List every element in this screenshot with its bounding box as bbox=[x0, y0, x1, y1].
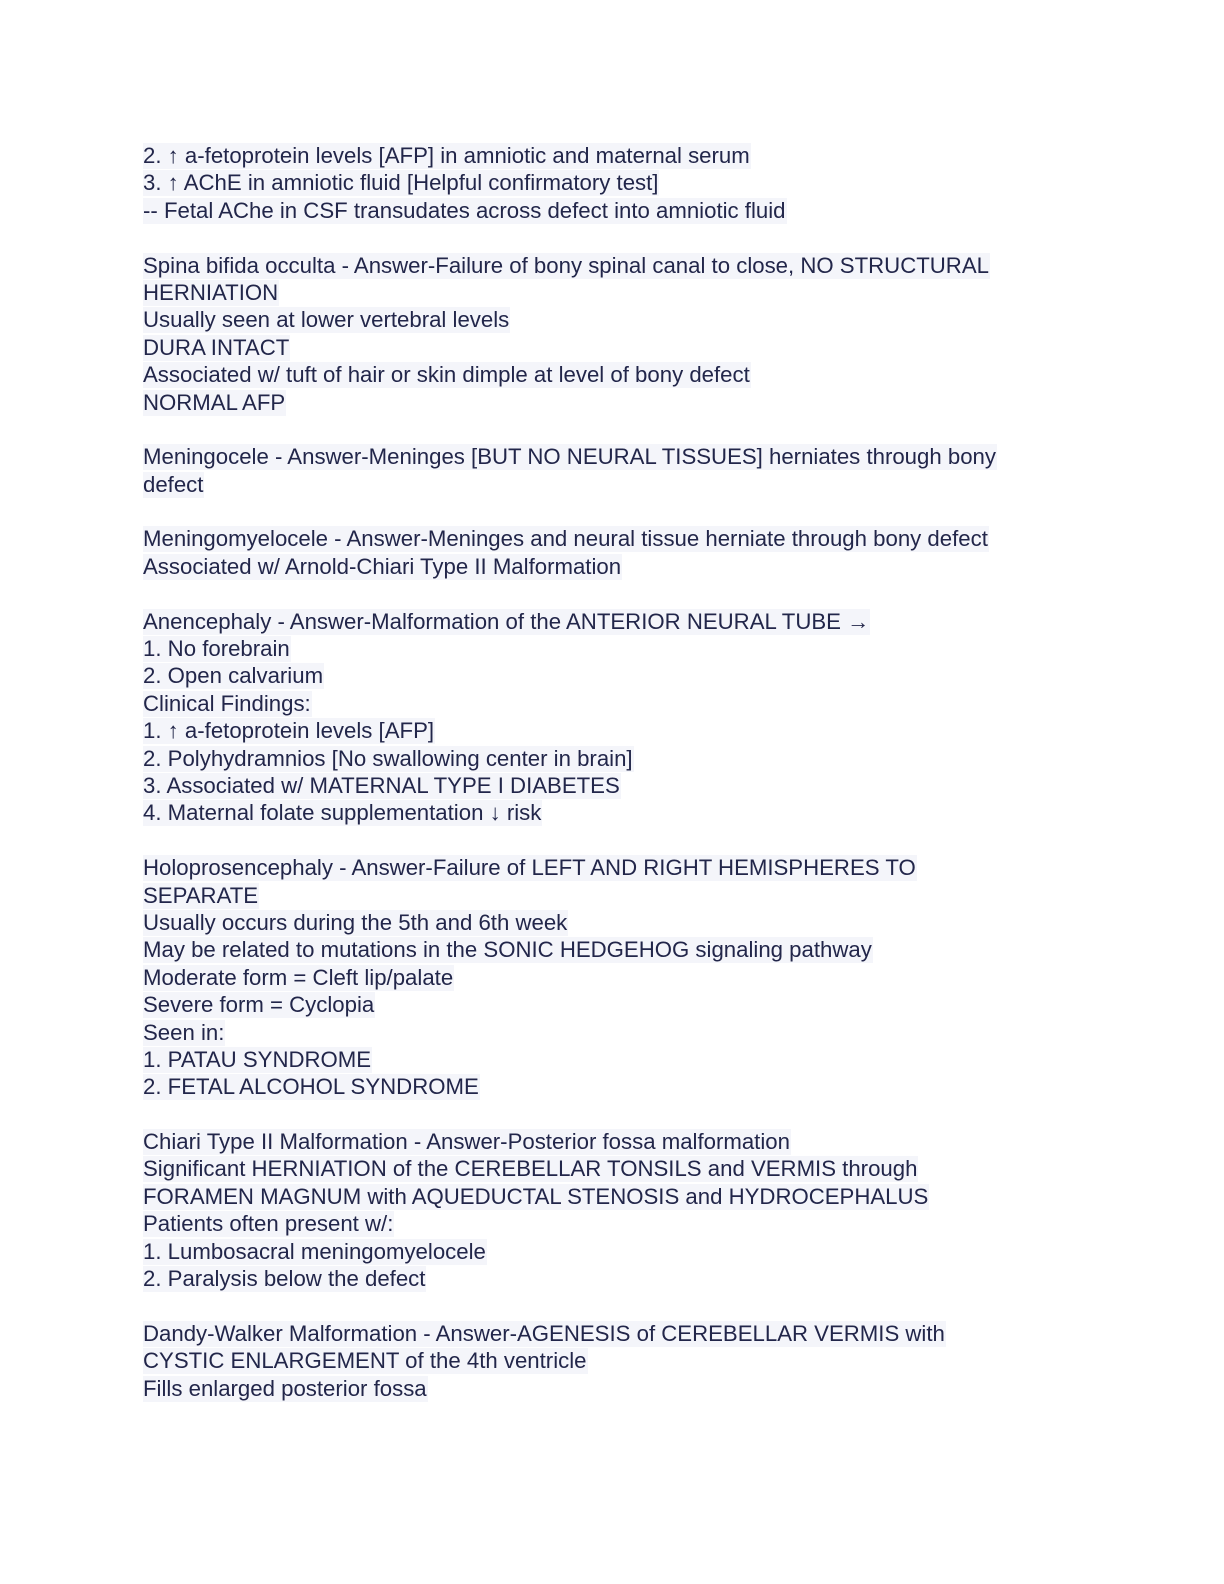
text-line: 1. Lumbosacral meningomyelocele bbox=[143, 1238, 486, 1264]
text-line: Seen in: bbox=[143, 1019, 225, 1045]
text-line: 3. ↑ AChE in amniotic fluid [Helpful confirmatory test] bbox=[143, 170, 659, 196]
text-line: Moderate form = Cleft lip/palate bbox=[143, 964, 454, 990]
text-line: 2. Paralysis below the defect bbox=[143, 1266, 426, 1292]
text-line: defect bbox=[143, 471, 204, 497]
text-line: May be related to mutations in the SONIC HEDGEHOG signaling pathway bbox=[143, 937, 872, 963]
text-line: Significant HERNIATION of the CEREBELLAR TONSILS and VERMIS through bbox=[143, 1156, 918, 1182]
text-line: Severe form = Cyclopia bbox=[143, 992, 375, 1018]
text-line: Associated w/ tuft of hair or skin dimple at level of bony defect bbox=[143, 362, 750, 388]
paragraph-gap bbox=[143, 224, 1083, 251]
text-line: Associated w/ Arnold-Chiari Type II Malformation bbox=[143, 553, 622, 579]
paragraph-gap bbox=[143, 498, 1083, 525]
text-line: Usually occurs during the 5th and 6th week bbox=[143, 909, 568, 935]
text-line: NORMAL AFP bbox=[143, 389, 286, 415]
meningomyelocele-block bbox=[143, 525, 1083, 580]
term-line: Spina bifida occulta - Answer-Failure of bony spinal canal to close, NO STRUCTURAL bbox=[143, 252, 989, 278]
text-line: 4. Maternal folate supplementation ↓ risk bbox=[143, 800, 542, 826]
text-line: DURA INTACT bbox=[143, 334, 290, 360]
text-line: 2. Open calvarium bbox=[143, 663, 324, 689]
text-line: Fills enlarged posterior fossa bbox=[143, 1375, 427, 1401]
meningocele-block bbox=[143, 443, 1083, 498]
document-page bbox=[143, 142, 1083, 1402]
text-line: 2. Polyhydramnios [No swallowing center in brain] bbox=[143, 745, 633, 771]
text-line: 1. ↑ a-fetoprotein levels [AFP] bbox=[143, 718, 435, 744]
text-line: 3. Associated w/ MATERNAL TYPE I DIABETES bbox=[143, 772, 620, 798]
chiari-type-ii-block bbox=[143, 1128, 1083, 1292]
text-line: 1. PATAU SYNDROME bbox=[143, 1046, 372, 1072]
term-line: Meningomyelocele - Answer-Meninges and neural tissue herniate through bony defect bbox=[143, 526, 988, 552]
text-line: 1. No forebrain bbox=[143, 636, 290, 662]
afp-intro-block bbox=[143, 142, 1083, 224]
anencephaly-block bbox=[143, 608, 1083, 827]
term-line: Anencephaly - Answer-Malformation of the ANTERIOR NEURAL TUBE → bbox=[143, 608, 870, 634]
term-line: Chiari Type II Malformation - Answer-Posterior fossa malformation bbox=[143, 1129, 790, 1155]
text-line: SEPARATE bbox=[143, 882, 259, 908]
text-line: HERNIATION bbox=[143, 279, 279, 305]
spina-bifida-occulta-block bbox=[143, 252, 1083, 416]
paragraph-gap bbox=[143, 1101, 1083, 1128]
term-line: Holoprosencephaly - Answer-Failure of LEFT AND RIGHT HEMISPHERES TO bbox=[143, 855, 916, 881]
text-line: FORAMEN MAGNUM with AQUEDUCTAL STENOSIS and HYDROCEPHALUS bbox=[143, 1183, 929, 1209]
term-line: Dandy-Walker Malformation - Answer-AGENESIS of CEREBELLAR VERMIS with bbox=[143, 1320, 945, 1346]
paragraph-gap bbox=[143, 580, 1083, 607]
text-line: Usually seen at lower vertebral levels bbox=[143, 307, 510, 333]
paragraph-gap bbox=[143, 827, 1083, 854]
text-line: 2. FETAL ALCOHOL SYNDROME bbox=[143, 1074, 479, 1100]
text-line: Patients often present w/: bbox=[143, 1211, 394, 1237]
text-line: CYSTIC ENLARGEMENT of the 4th ventricle bbox=[143, 1348, 587, 1374]
term-line: Meningocele - Answer-Meninges [BUT NO NEURAL TISSUES] herniates through bony bbox=[143, 444, 996, 470]
text-line: -- Fetal AChe in CSF transudates across defect into amniotic fluid bbox=[143, 197, 786, 223]
text-line: 2. ↑ a-fetoprotein levels [AFP] in amniotic and maternal serum bbox=[143, 143, 750, 168]
paragraph-gap bbox=[143, 1292, 1083, 1319]
holoprosencephaly-block bbox=[143, 854, 1083, 1101]
text-line: Clinical Findings: bbox=[143, 690, 311, 716]
dandy-walker-block bbox=[143, 1320, 1083, 1402]
paragraph-gap bbox=[143, 416, 1083, 443]
